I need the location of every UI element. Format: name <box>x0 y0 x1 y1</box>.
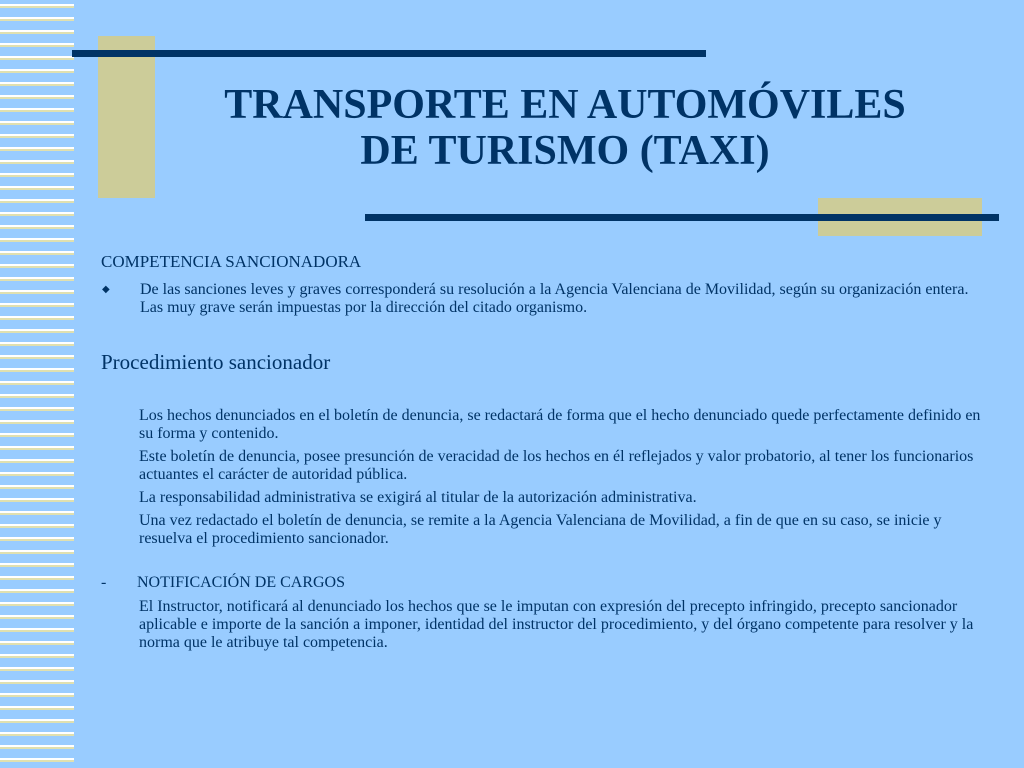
slide-title-line1: TRANSPORTE EN AUTOMÓVILES <box>224 82 906 128</box>
section-heading-procedimiento: Procedimiento sancionador <box>101 350 331 374</box>
notification-body: El Instructor, notificará al denunciado los hechos que se le imputan con expresión del precepto infringido, precepto sancionador aplicable e importe de la sanción a imponer, identidad del instructor del procedimiento, y del órgano competente para resolver y la norma que le atribuye tal competencia. <box>139 598 974 651</box>
slide-content <box>101 252 981 652</box>
paragraph: Una vez redactado el boletín de denuncia, se remite a la Agencia Valenciana de Movilidad, a fin de que en su caso, se inicie y resuelva el procedimiento sancionador. <box>139 512 942 547</box>
procedure-paragraphs <box>101 407 981 548</box>
title-rule-top <box>72 50 706 57</box>
section-heading-competencia: COMPETENCIA SANCIONADORA <box>101 252 362 271</box>
bullet-item <box>101 281 981 317</box>
paragraph: Los hechos denunciados en el boletín de denuncia, se redactará de forma que el hecho denunciado quede perfectamente definido en su forma y contenido. <box>139 407 981 442</box>
notification-heading: NOTIFICACIÓN DE CARGOS <box>137 574 346 591</box>
title-rule-bottom <box>365 214 999 221</box>
notification-heading-row <box>101 574 981 592</box>
bullet-text: De las sanciones leves y graves corresponderá su resolución a la Agencia Valenciana de Movilidad, según su organización entera. Las muy grave serán impuestas por la dirección del citado organismo. <box>140 281 969 316</box>
paragraph: Este boletín de denuncia, posee presunción de veracidad de los hechos en él reflejados y valor probatorio, al tener los funcionarios actuantes el carácter de autoridad pública. <box>139 448 974 483</box>
slide-title-line2: DE TURISMO (TAXI) <box>360 128 770 174</box>
decorative-block-left <box>98 36 155 198</box>
dash-marker: - <box>101 574 107 591</box>
slide-title <box>150 82 980 174</box>
decorative-stripes <box>0 0 74 768</box>
paragraph: La responsabilidad administrativa se exigirá al titular de la autorización administrativa. <box>139 489 697 506</box>
diamond-bullet-icon: ◆ <box>102 284 110 295</box>
